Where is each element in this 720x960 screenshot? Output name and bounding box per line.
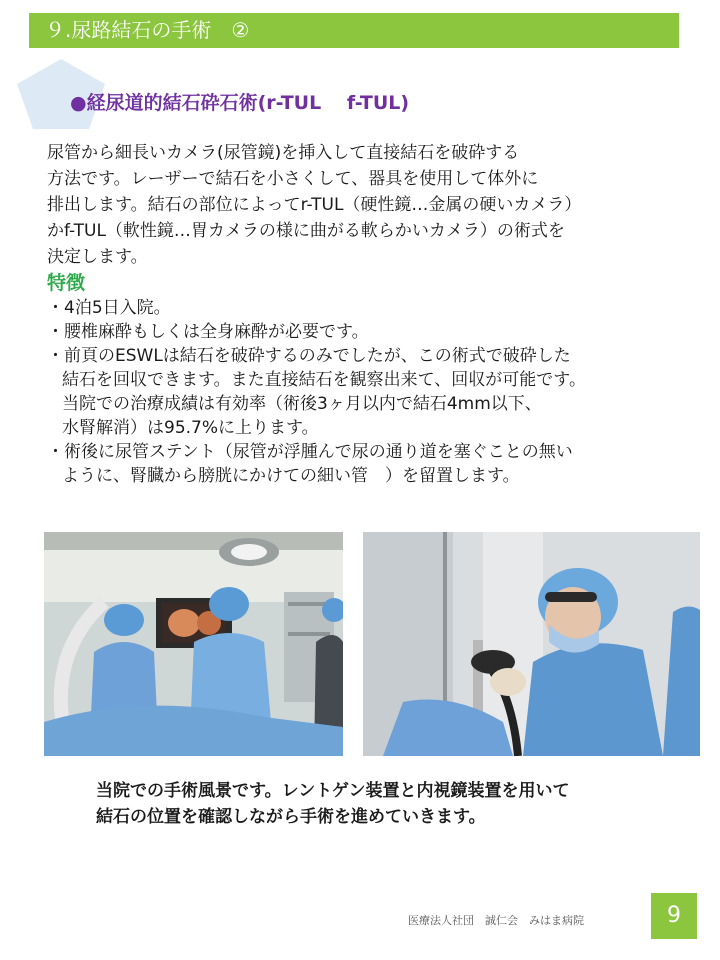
surgeon-photo <box>363 532 700 756</box>
bullet-line: ・4泊5日入院。 <box>47 298 171 318</box>
bullet-line: ・術後に尿管ステント（尿管が浮腫んで尿の通り道を塞ぐことの無い <box>47 442 573 462</box>
intro-line: かf-TUL（軟性鏡…胃カメラの様に曲がる軟らかいカメラ）の術式を <box>47 221 565 241</box>
bullet-continuation: 水腎解消）は95.7%に上ります。 <box>62 418 319 438</box>
intro-line: 排出します。結石の部位によってr-TUL（硬性鏡…金属の硬いカメラ） <box>47 195 582 215</box>
features-heading: 特徴 <box>47 272 86 294</box>
bullet-continuation: 結石を回収できます。また直接結石を観察出来て、回収が可能です。 <box>62 370 586 390</box>
organization-name: 医療法人社団 誠仁会 みはま病院 <box>408 914 584 927</box>
page-title: ９.尿路結石の手術 ② <box>29 13 679 48</box>
intro-line: 決定します。 <box>47 247 148 267</box>
caption-line: 結石の位置を確認しながら手術を進めていきます。 <box>96 807 486 827</box>
intro-line: 方法です。レーザーで結石を小さくして、器具を使用して体外に <box>47 169 539 189</box>
intro-paragraph <box>47 140 667 270</box>
bullet-continuation: ように、腎臓から膀胱にかけての細い管 ）を留置します。 <box>62 466 520 486</box>
features-list <box>47 296 687 488</box>
intro-line: 尿管から細長いカメラ(尿管鏡)を挿入して直接結石を破砕する <box>47 143 520 163</box>
bullet-continuation: 当院での治療成績は有効率（術後3ヶ月以内で結石4mm以下、 <box>62 394 542 414</box>
page-number: 9 <box>651 893 697 939</box>
caption-line: 当院での手術風景です。レントゲン装置と内視鏡装置を用いて <box>96 781 570 801</box>
bullet-line: ・前頁のESWLは結石を破砕するのみでしたが、この術式で破砕した <box>47 346 571 366</box>
bullet-line: ・腰椎麻酔もしくは全身麻酔が必要です。 <box>47 322 369 342</box>
photo-caption <box>96 778 570 830</box>
surgery-room-photo <box>44 532 343 756</box>
section-subtitle: ●経尿道的結石砕石術(r-TUL f-TUL) <box>70 92 410 114</box>
